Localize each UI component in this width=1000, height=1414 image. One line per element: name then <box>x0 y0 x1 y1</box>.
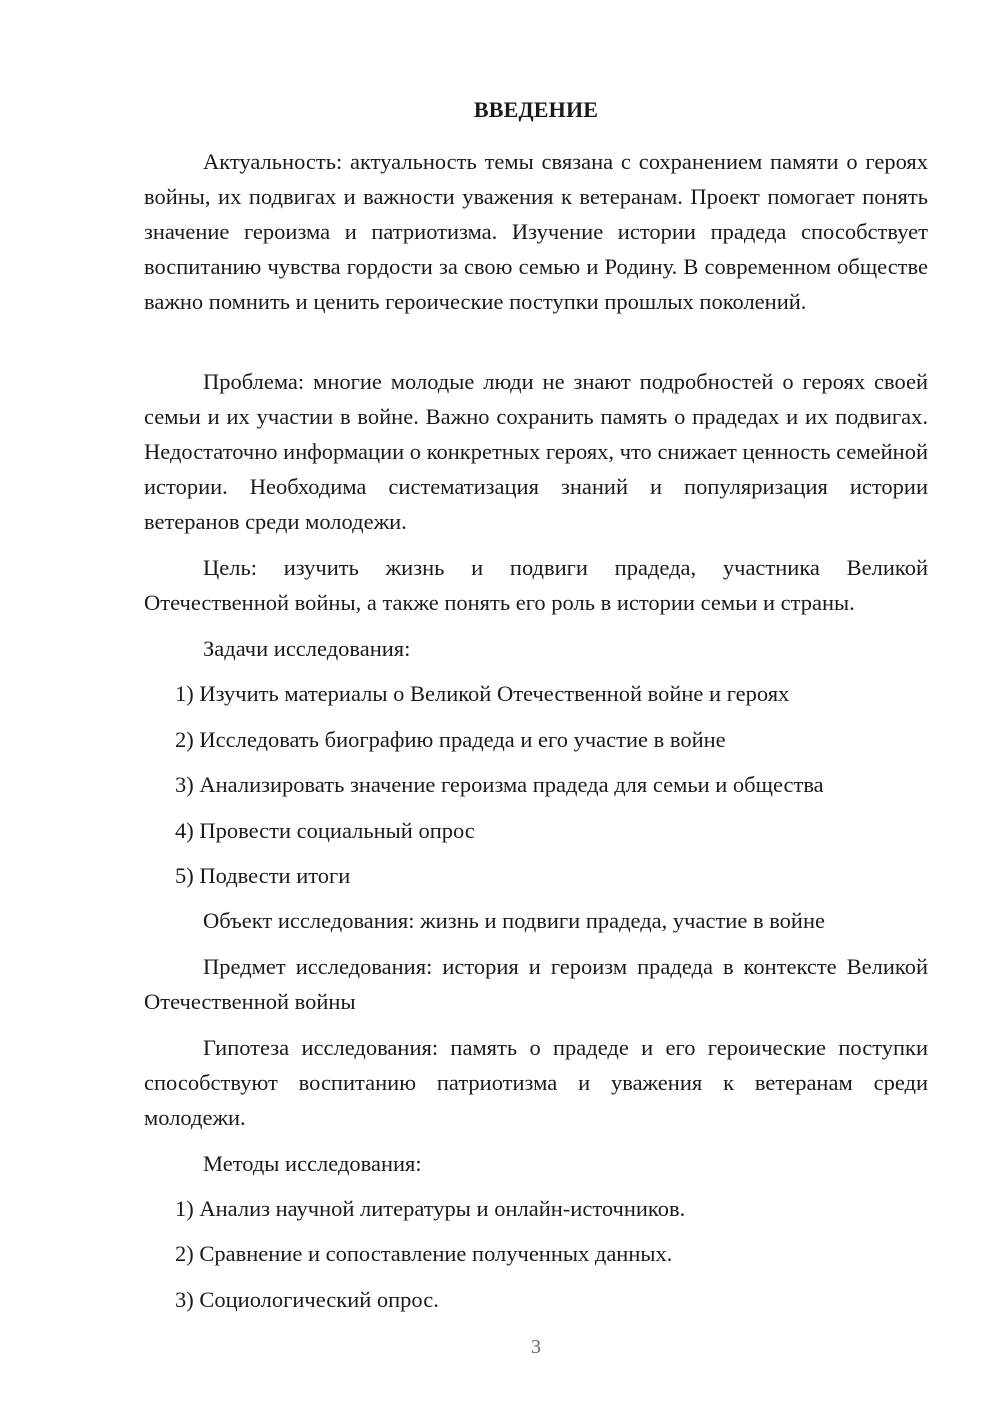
tasks-heading: Задачи исследования: <box>203 636 411 661</box>
task-item: 1) Изучить материалы о Великой Отечественной войне и героях <box>175 681 790 706</box>
goal-paragraph: Цель: изучить жизнь и подвиги прадеда, участника Великой Отечественной войны, а также понять его роль в истории семьи и страны. <box>144 555 928 615</box>
task-item: 4) Провести социальный опрос <box>175 818 475 843</box>
relevance-paragraph: Актуальность: актуальность темы связана с сохранением памяти о героях войны, их подвигах и важности уважения к ветеранам. Проект помогает понять значение героизма и патриотизма. Изучение истории прадеда способствует воспитанию чувства гордости за свою семью и Родину. В современном обществе важно помнить и ценить героические поступки прошлых поколений. <box>144 149 928 314</box>
page-number: 3 <box>531 1336 541 1358</box>
problem-paragraph: Проблема: многие молодые люди не знают подробностей о героях своей семьи и их участии в войне. Важно сохранить память о прадедах и их подвигах. Недостаточно информации о конкретных героях, что снижает ценность семейной истории. Необходима систематизация знаний и популяризация истории ветеранов среди молодежи. <box>144 369 928 534</box>
task-item: 2) Исследовать биографию прадеда и его участие в войне <box>175 727 726 752</box>
method-item: 1) Анализ научной литературы и онлайн-источников. <box>175 1196 686 1221</box>
section-title: ВВЕДЕНИЕ <box>473 97 599 122</box>
methods-heading: Методы исследования: <box>203 1151 422 1176</box>
subject-paragraph: Предмет исследования: история и героизм прадеда в контексте Великой Отечественной войны <box>144 954 928 1014</box>
hypothesis-paragraph: Гипотеза исследования: память о прадеде и его героические поступки способствуют воспитанию патриотизма и уважения к ветеранам среди молодежи. <box>144 1035 928 1130</box>
task-item: 3) Анализировать значение героизма прадеда для семьи и общества <box>175 772 824 797</box>
task-item: 5) Подвести итоги <box>175 863 351 888</box>
method-item: 3) Социологический опрос. <box>175 1287 439 1312</box>
object-line: Объект исследования: жизнь и подвиги прадеда, участие в войне <box>203 908 825 933</box>
method-item: 2) Сравнение и сопоставление полученных данных. <box>175 1241 673 1266</box>
